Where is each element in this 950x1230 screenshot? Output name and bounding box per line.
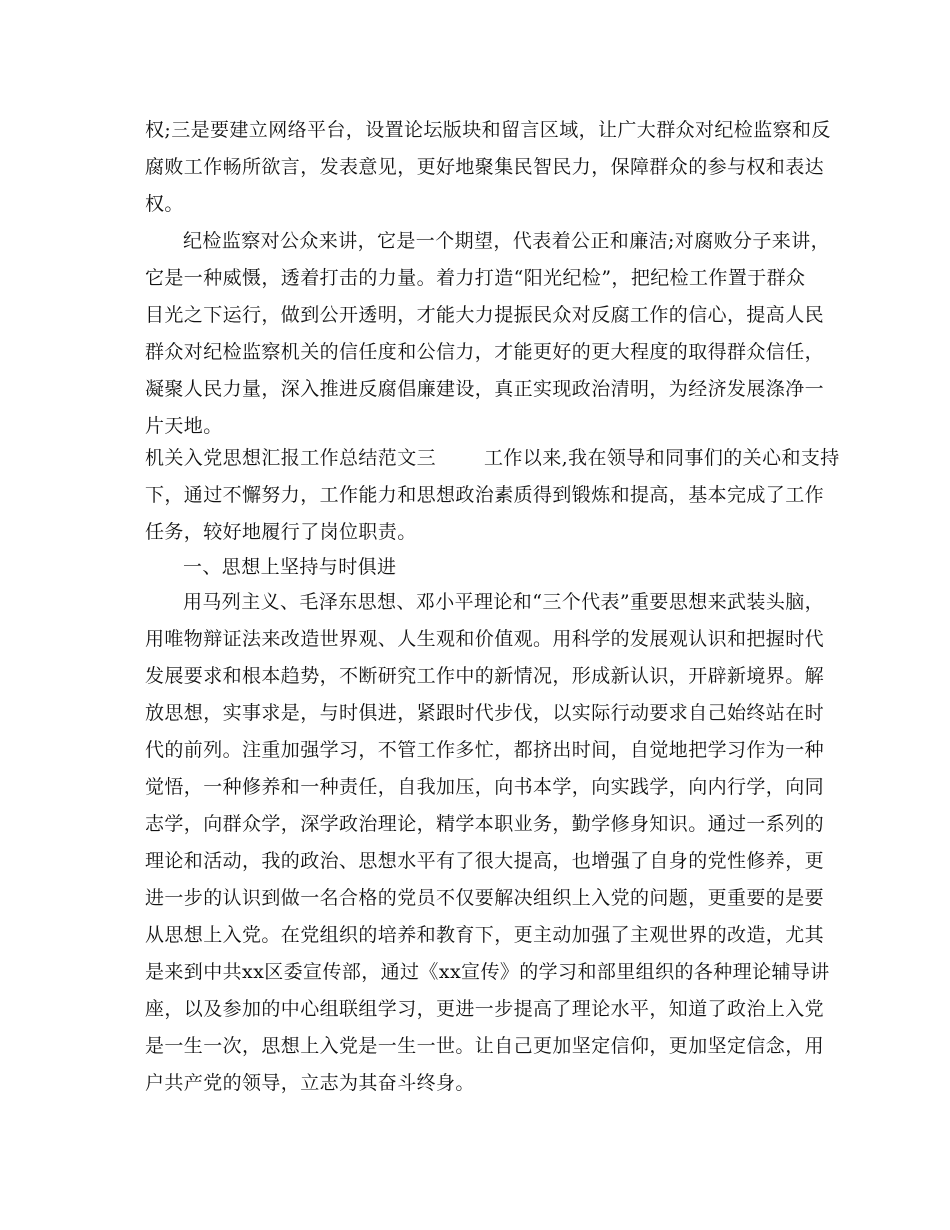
paragraph-2-line-1: 纪检监察对公众来讲，它是一个期望，代表着公正和廉洁;对腐败分子来讲， [183,230,831,252]
paragraph-1-line-1: 权;三是要建立网络平台，设置论坛版块和留言区域，让广大群众对纪检监察和反 [145,119,831,141]
paragraph-4-line-13: 是一生一次，思想上入党是一生一世。让自己更加坚定信仰，更加坚定信念，用 [145,1035,825,1057]
paragraph-4-line-8: 理论和活动，我的政治、思想水平有了很大提高，也增强了自身的党性修养，更 [145,850,825,872]
paragraph-2-line-4: 群众对纪检监察机关的信任度和公信力，才能更好的更大程度的取得群众信任， [145,341,825,363]
paragraph-4-line-6: 觉悟，一种修养和一种责任，自我加压，向书本学，向实践学，向内行学，向同 [145,776,825,798]
paragraph-3-line-3: 任务，较好地履行了岗位职责。 [145,521,417,543]
paragraph-4-line-9: 进一步的认识到做一名合格的党员不仅要解决组织上入党的问题，更重要的是要 [145,887,825,909]
paragraph-2-line-6: 片天地。 [145,415,223,437]
paragraph-4-line-4: 放思想，实事求是，与时俱进，紧跟时代步伐，以实际行动要求自己始终站在时 [145,702,825,724]
paragraph-2-line-5: 凝聚人民力量，深入推进反腐倡廉建设，真正实现政治清明，为经济发展涤净一 [145,378,825,400]
paragraph-4-line-7: 志学，向群众学，深学政治理论，精学本职业务，勤学修身知识。通过一系列的 [145,813,825,835]
paragraph-2-line-3: 目光之下运行，做到公开透明，才能大力提振民众对反腐工作的信心，提高人民 [145,304,825,326]
paragraph-4-line-3: 发展要求和根本趋势，不断研究工作中的新情况，形成新认识，开辟新境界。解 [145,665,825,687]
article-title: 机关入党思想汇报工作总结范文三 [145,447,437,469]
paragraph-2-line-2: 它是一种威慑，透着打击的力量。着力打造“阳光纪检”，把纪检工作置于群众 [145,267,806,289]
paragraph-3-line-2: 下，通过不懈努力，工作能力和思想政治素质得到锻炼和提高，基本完成了工作 [145,484,825,506]
paragraph-4-line-12: 座，以及参加的中心组联组学习，更进一步提高了理论水平，知道了政治上入党 [145,998,825,1020]
paragraph-1-line-2: 腐败工作畅所欲言，发表意见，更好地聚集民智民力，保障群众的参与权和表达 [145,156,825,178]
section-heading: 一、思想上坚持与时俱进 [183,556,397,578]
paragraph-4-line-2: 用唯物辩证法来改造世界观、人生观和价值观。用科学的发展观认识和把握时代 [145,628,825,650]
paragraph-1-line-3: 权。 [145,193,184,215]
paragraph-4-line-10: 从思想上入党。在党组织的培养和教育下，更主动加强了主观世界的改造，尤其 [145,924,825,946]
article-title-line [145,446,840,470]
paragraph-4-line-11: 是来到中共xx区委宣传部，通过《xx宣传》的学习和部里组织的各种理论辅导讲 [145,961,830,983]
paragraph-4-line-5: 代的前列。注重加强学习，不管工作多忙，都挤出时间，自觉地把学习作为一种 [145,739,825,761]
paragraph-3-line-1: 工作以来,我在领导和同事们的关心和支持 [484,447,840,469]
paragraph-4-line-1: 用马列主义、毛泽东思想、邓小平理论和“三个代表”重要思想来武装头脑， [183,591,825,613]
paragraph-4-line-14: 户共产党的领导，立志为其奋斗终身。 [145,1072,475,1094]
